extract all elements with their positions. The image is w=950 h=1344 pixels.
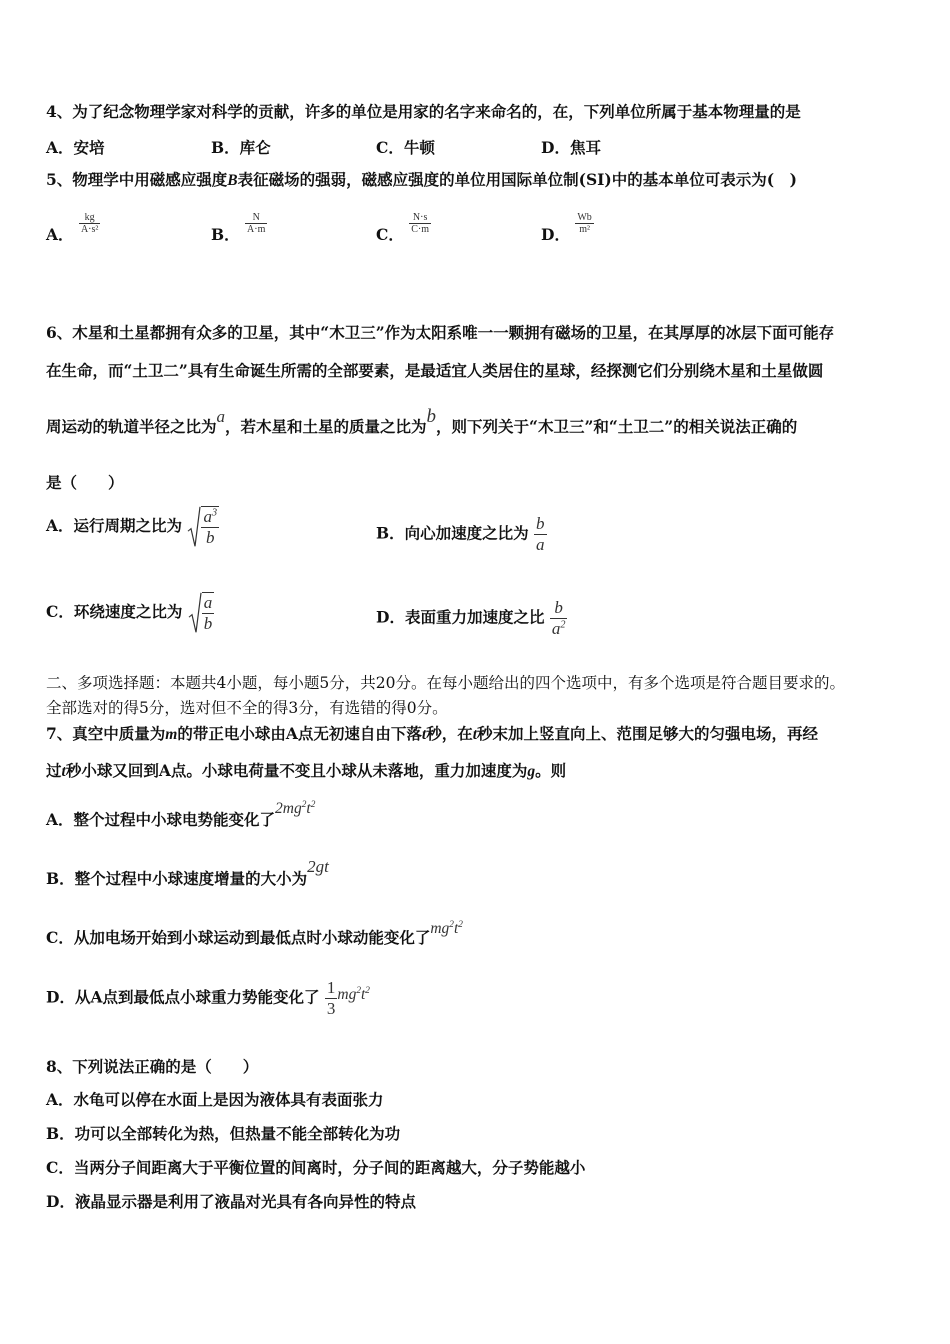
q6-line-4: 是（ ） [46,473,124,492]
q6-a-sqrt: $\frac{a^3}{b}$ [187,506,219,548]
q5-c-fraction: $\frac{N\cdot s}{C\cdot m}$ [411,211,430,235]
q6-b-fraction: $\frac{b}{a}$ [536,514,545,554]
section2-line-2: 全部选对的得5分，选对但不全的得3分，有选错的得0分。 [46,699,448,717]
section2-line-1: 二、多项选择题：本题共4小题，每小题5分，共20分。在每小题给出的四个选项中，有多个选项是符合题目要求的。 [46,674,845,692]
q8-option-d: D．液晶显示器是利用了液晶对光具有各向异性的特点 [46,1192,416,1211]
q5-a-fraction: $\frac{kg}{\text{A·s²}}$ [80,211,99,235]
q7-line-1: 7、真空中质量为m的带正电小球由A点无初速自由下落t秒，在t秒末加上竖直向上、范围足够大的匀强电场，再经 [46,724,819,743]
q7-option-b: B．整个过程中小球速度增量的大小为2gt [46,857,329,888]
q6-option-c: C．环绕速度之比为 $\frac{a}{b}$ [46,593,213,633]
q8-option-c: C．当两分子间距离大于平衡位置的间离时，分子间的距离越大，分子势能越小 [46,1158,586,1177]
q7-option-c: C．从加电场开始到小球运动到最低点时小球动能变化了$mg^2t^2$ [46,919,463,947]
q6-option-a: A．运行周期之比为 $\frac{a^3}{b}$ [46,507,218,547]
q5-option-c: C． $\frac{N\cdot s}{C\cdot m}$ [376,211,430,244]
q5-option-d: D． $\frac{Wb}{\text{m²}}$ [541,211,592,244]
q6-line-2: 在生命，而“土卫二”具有生命诞生所需的全部要素，是最适宜人类居住的星球，经探测它们分别绕木星和土星做圆 [46,361,824,380]
q4-option-c: C．牛顿 [376,138,435,157]
q8-option-b: B．功可以全部转化为热，但热量不能全部转化为功 [46,1124,401,1143]
q4-option-d: D．焦耳 [541,138,601,157]
q6-line-3: 周运动的轨道半径之比为a，若木星和土星的质量之比为b，则下列关于“木卫三”和“土卫二”的相关说法正确的 [46,406,798,436]
q7-line-2: 过t秒小球又回到A点。小球电荷量不变且小球从未落地，重力加速度为g。则 [46,761,567,780]
q7-option-d: D．从A点到最低点小球重力势能变化了 $\frac{1}{3}$ $mg^2t^2$ [46,978,370,1018]
q4-option-b: B．库仑 [211,138,271,157]
q6-option-d: D．表面重力加速度之比 $\frac{b}{a^2}$ [376,598,566,638]
q5-option-a: A． $\frac{kg}{\text{A·s²}}$ [46,211,99,244]
q5-option-b: B． $\frac{N}{A\cdot m}$ [211,211,266,244]
q5-d-fraction: $\frac{Wb}{\text{m²}}$ [577,211,592,235]
q6-c-sqrt: $\frac{a}{b}$ [188,592,215,634]
q6-line-1: 6、木星和土星都拥有众多的卫星，其中“木卫三”作为太阳系唯一一颗拥有磁场的卫星，在其厚厚的冰层下面可能存 [46,323,835,342]
q7-d-fraction: $\frac{1}{3}$ [326,978,336,1018]
q7-option-a: A．整个过程中小球电势能变化了$2mg^2t^2$ [46,799,316,829]
q6-option-b: B．向心加速度之比为 $\frac{b}{a}$ [376,514,545,554]
q5-b-fraction: $\frac{N}{A\cdot m}$ [247,211,266,235]
q5-stem: 5、物理学中用磁感应强度B表征磁场的强弱，磁感应强度的单位用国际单位制(SI)中的基本单位可表示为( ) [46,170,797,189]
q8-stem: 8、下列说法正确的是（ ） [46,1057,259,1076]
q4-option-a: A．安培 [46,138,105,157]
q8-option-a: A．水龟可以停在水面上是因为液体具有表面张力 [46,1090,384,1109]
q4-stem: 4、为了纪念物理学家对科学的贡献，许多的单位是用家的名字来命名的，在，下列单位所属于基本物理量的是 [46,102,801,121]
q6-d-fraction: $\frac{b}{a^2}$ [551,598,566,638]
